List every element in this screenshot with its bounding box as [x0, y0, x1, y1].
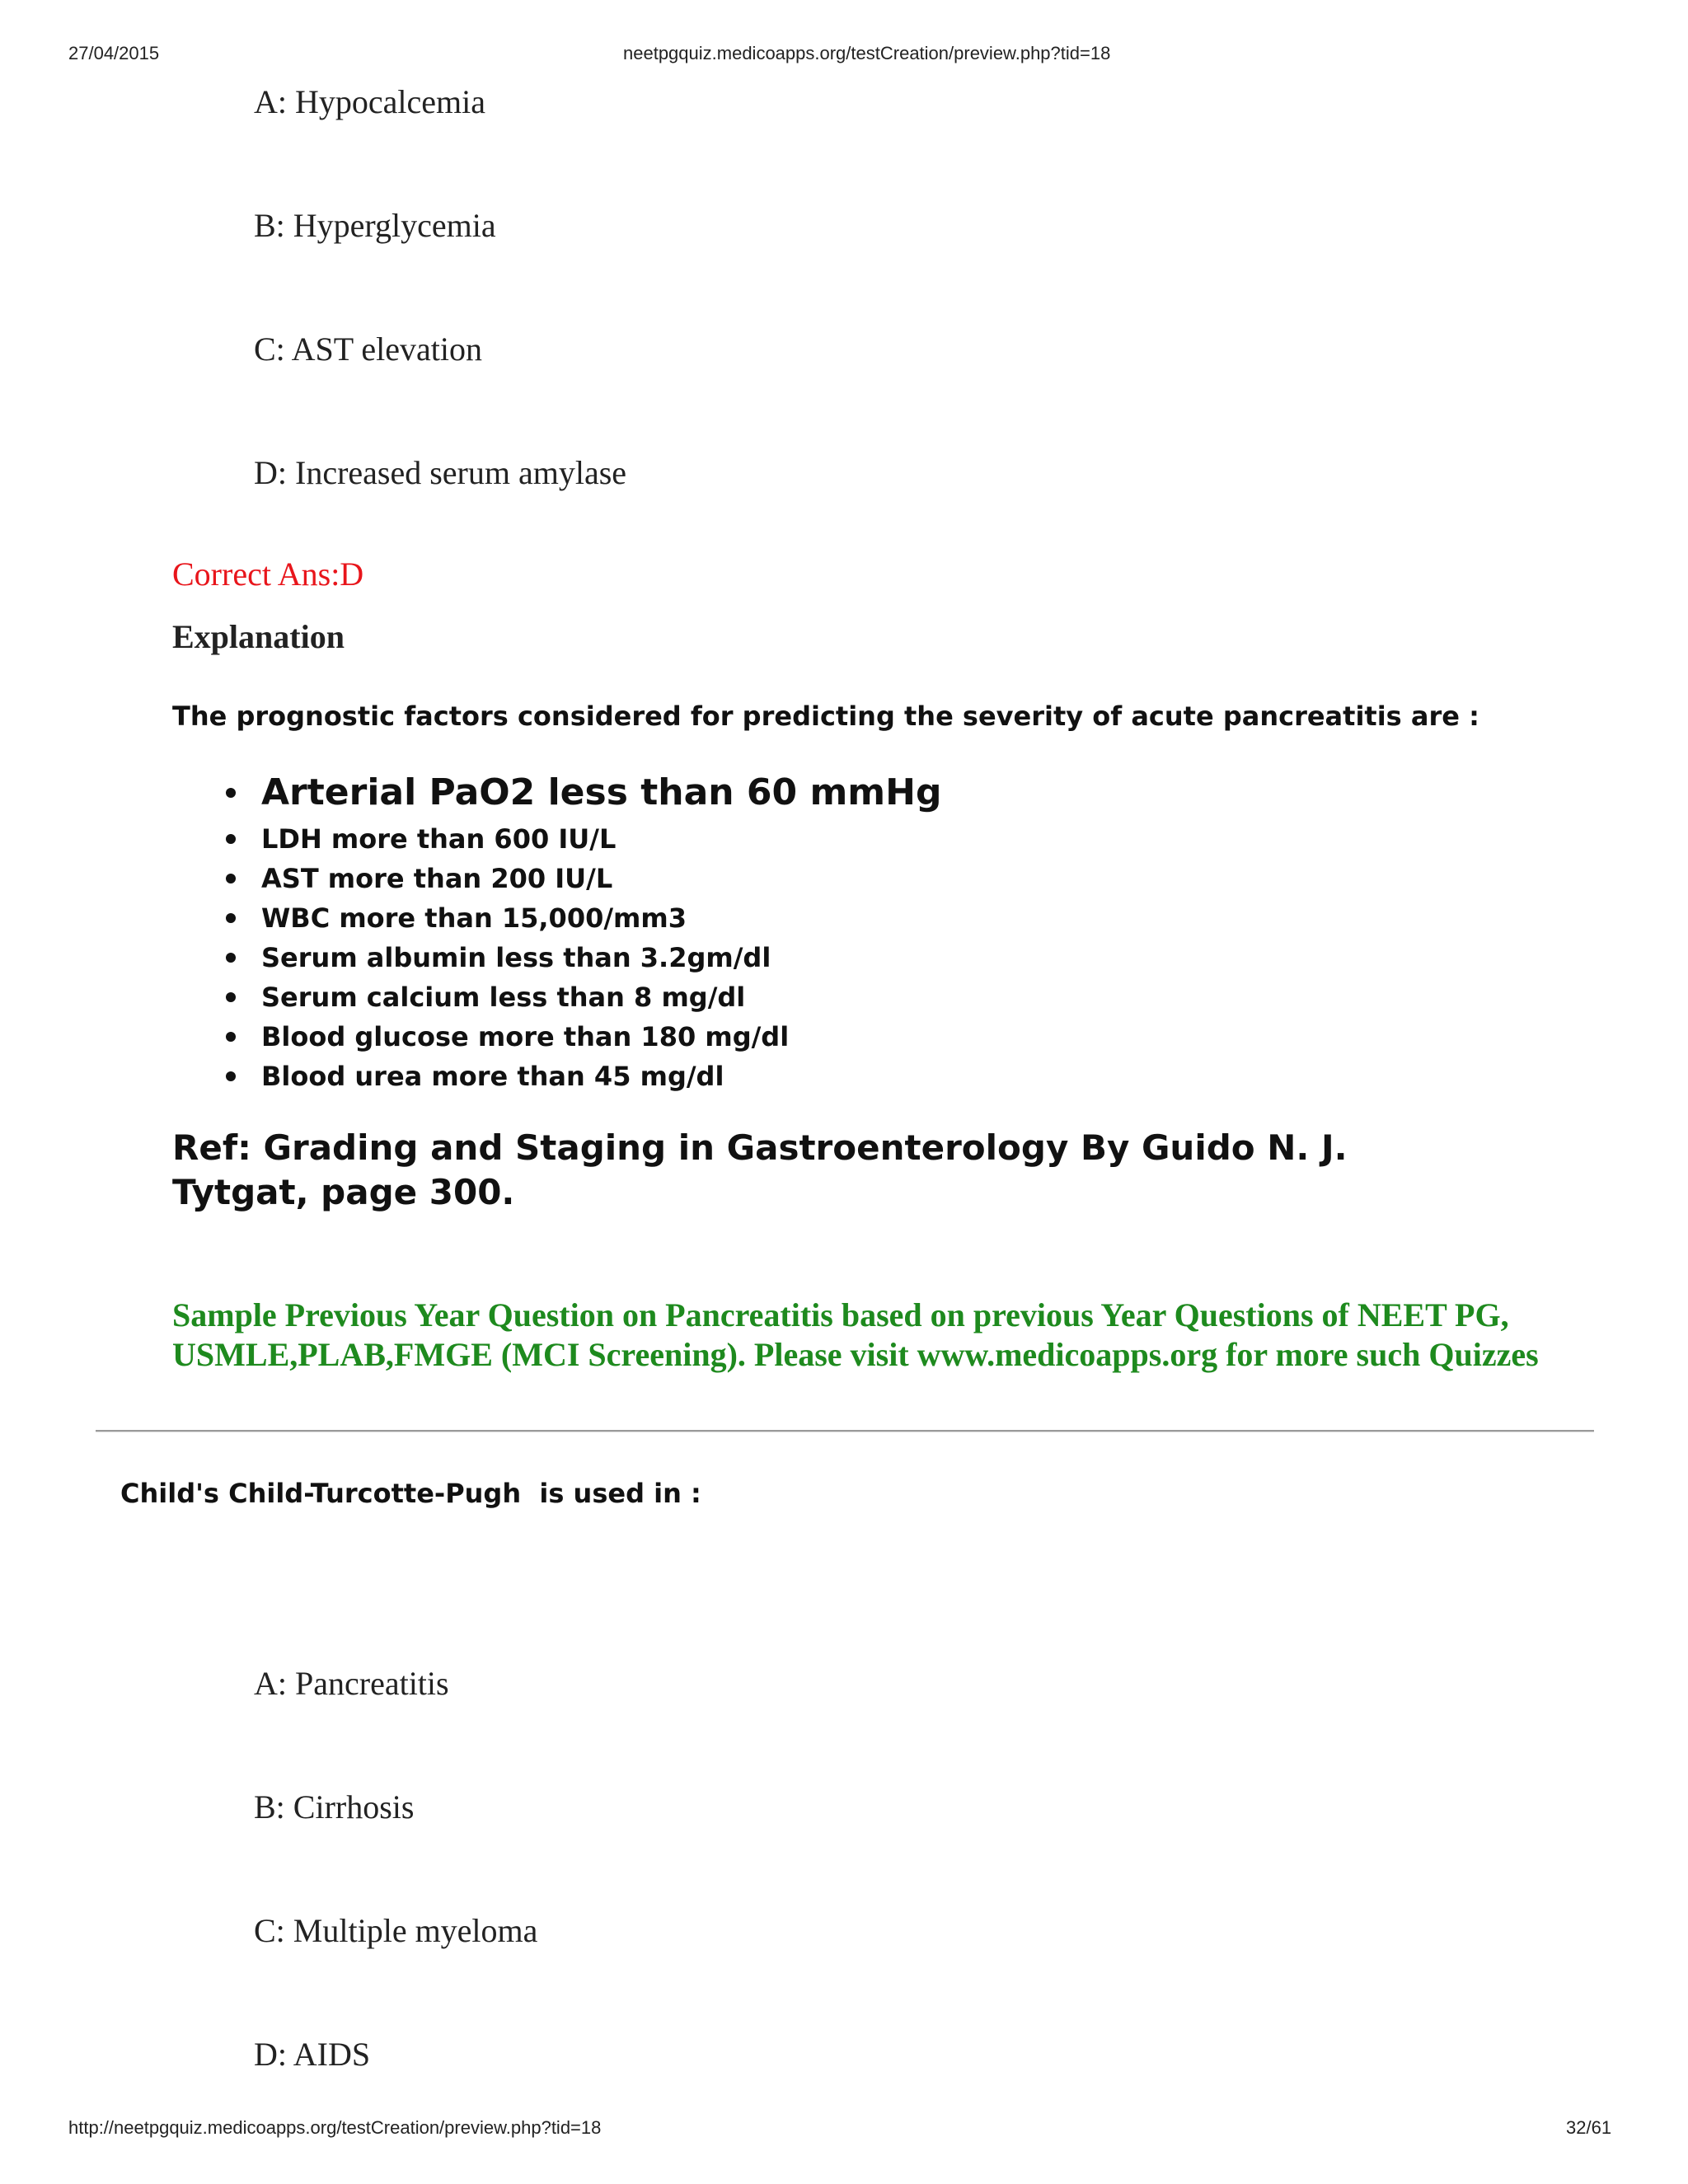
- page-number: 32/61: [1566, 2117, 1612, 2138]
- option-b: B: Hyperglycemia: [254, 207, 496, 244]
- factor-text: Blood glucose more than 180 mg/dl: [261, 1021, 790, 1052]
- factor-text: WBC more than 15,000/mm3: [261, 902, 687, 934]
- reference-citation: Ref: Grading and Staging in Gastroenterology By Guido N. J. Tytgat, page 300.: [172, 1127, 1348, 1212]
- sample-question-note: Sample Previous Year Question on Pancreatitis based on previous Year Questions of NEET PG, USMLE,PLAB,FMGE (MCI Screening). Please visit www.medicoapps.org for more such Quizzes: [172, 1296, 1539, 1373]
- option-a: A: Pancreatitis: [254, 1665, 449, 1702]
- list-item: [219, 1057, 941, 1096]
- correct-answer: Correct Ans:D: [172, 555, 364, 593]
- footer-url: http://neetpgquiz.medicoapps.org/testCreation/preview.php?tid=18: [68, 2117, 602, 2138]
- factor-text: Blood urea more than 45 mg/dl: [261, 1061, 724, 1092]
- list-item: [219, 819, 941, 859]
- question-divider: [96, 1430, 1594, 1432]
- bullet-icon: [226, 788, 236, 798]
- option-d: D: Increased serum amylase: [254, 454, 627, 491]
- question-text: Child's Child-Turcotte-Pugh is used in :: [120, 1478, 701, 1509]
- factor-text: Serum calcium less than 8 mg/dl: [261, 982, 746, 1013]
- option-c: C: AST elevation: [254, 330, 483, 368]
- header-date: 27/04/2015: [68, 43, 160, 63]
- factor-text: LDH more than 600 IU/L: [261, 823, 617, 855]
- bullet-icon: [226, 953, 236, 963]
- factor-text: AST more than 200 IU/L: [261, 863, 613, 894]
- factor-text: Serum albumin less than 3.2gm/dl: [261, 942, 771, 973]
- list-item: [219, 859, 941, 898]
- list-item: [219, 977, 941, 1017]
- bullet-icon: [226, 913, 236, 923]
- explanation-heading: Explanation: [172, 618, 345, 655]
- explanation-intro: The prognostic factors considered for predicting the severity of acute pancreatitis are :: [172, 701, 1479, 732]
- bullet-icon: [226, 1071, 236, 1081]
- list-item: [219, 1017, 941, 1057]
- header-url: neetpgquiz.medicoapps.org/testCreation/preview.php?tid=18: [623, 43, 1111, 63]
- bullet-icon: [226, 1032, 236, 1042]
- list-item: [219, 766, 941, 819]
- bullet-icon: [226, 874, 236, 883]
- list-item: [219, 938, 941, 977]
- bullet-icon: [226, 834, 236, 844]
- option-a: A: Hypocalcemia: [254, 83, 485, 120]
- option-d: D: AIDS: [254, 2036, 371, 2073]
- bullet-icon: [226, 992, 236, 1002]
- option-c: C: Multiple myeloma: [254, 1912, 538, 1949]
- factor-text: Arterial PaO2 less than 60 mmHg: [261, 771, 942, 813]
- prognostic-factors-list: [219, 766, 941, 1096]
- option-b: B: Cirrhosis: [254, 1788, 415, 1825]
- list-item: [219, 898, 941, 938]
